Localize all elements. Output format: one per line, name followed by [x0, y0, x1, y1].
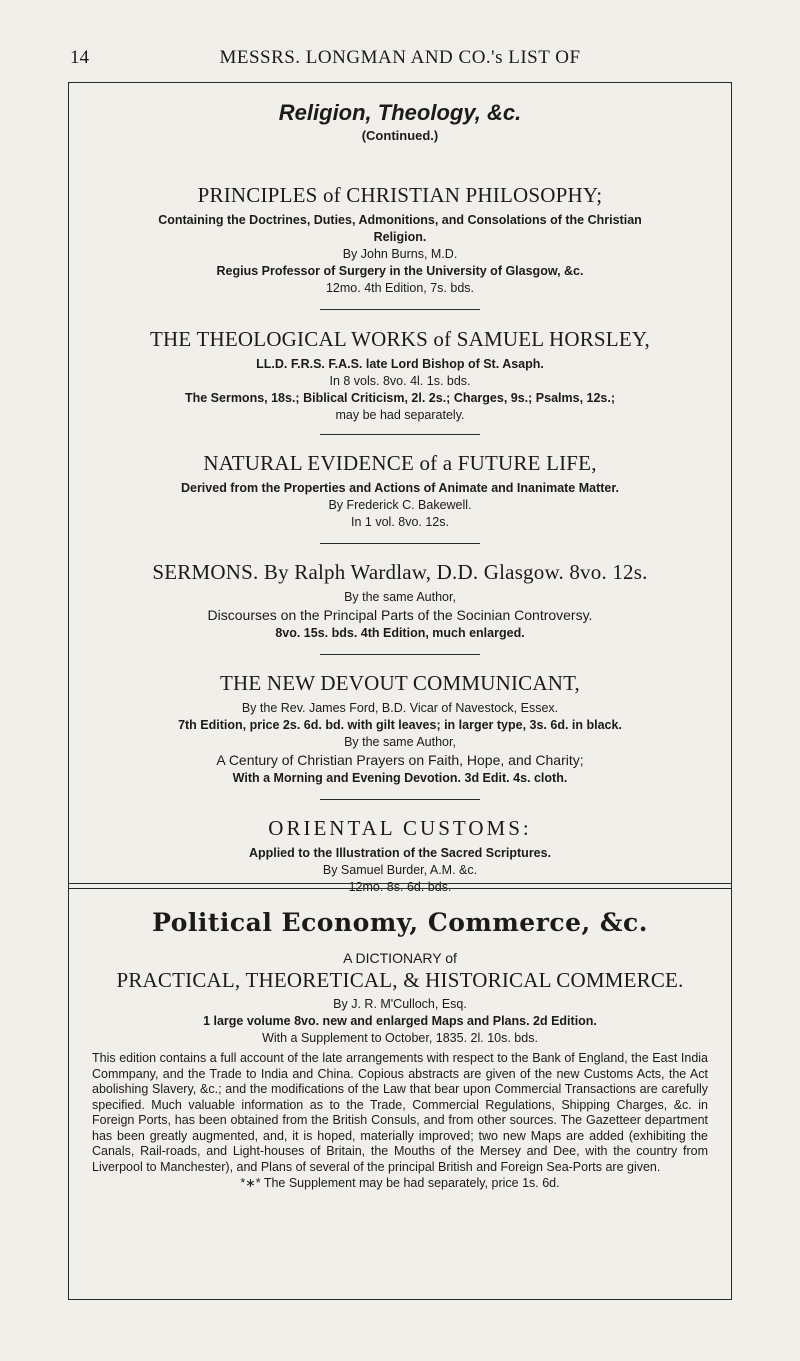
entry-title: PRINCIPLES of CHRISTIAN PHILOSOPHY;	[197, 183, 603, 207]
entry-line: Derived from the Properties and Actions of Animate and Inanimate Matter.	[180, 481, 620, 495]
section-political-economy	[70, 908, 730, 1192]
section-subtitle: (Continued.)	[361, 128, 439, 143]
entry-line: By the Rev. James Ford, B.D. Vicar of Navestock, Essex.	[241, 701, 559, 715]
page-number: 14	[70, 47, 89, 68]
supplement-note: *∗* The Supplement may be had separately, price 1s. 6d.	[240, 1176, 560, 1190]
entry-line: Regius Professor of Surgery in the University of Glasgow, &c.	[216, 264, 584, 278]
page-header	[0, 47, 800, 75]
entry-line: With a Supplement to October, 1835. 2l. 10s. bds.	[262, 1031, 538, 1045]
entry-line: Discourses on the Principal Parts of the Socinian Controversy.	[207, 607, 593, 623]
double-rule-bottom	[68, 888, 732, 889]
entry-line: 1 large volume 8vo. new and enlarged Maps and Plans. 2d Edition.	[203, 1014, 597, 1028]
entry-line: 8vo. 15s. bds. 4th Edition, much enlarged.	[275, 626, 525, 640]
entry-line: In 1 vol. 8vo. 12s.	[351, 515, 449, 529]
entry-line: Religion.	[373, 230, 427, 244]
entry-title: NATURAL EVIDENCE of a FUTURE LIFE,	[203, 451, 597, 475]
entry-title: ORIENTAL CUSTOMS:	[268, 816, 532, 840]
entry-line: 7th Edition, price 2s. 6d. bd. with gilt leaves; in larger type, 3s. 6d. in black.	[178, 718, 622, 732]
frame-bottom-rule	[68, 1299, 732, 1300]
entry-line: 12mo. 8s. 6d. bds.	[348, 880, 452, 894]
entry-line: With a Morning and Evening Devotion. 3d Edit. 4s. cloth.	[232, 771, 568, 785]
entry-line: By the same Author,	[344, 735, 456, 749]
double-rule-top	[68, 883, 732, 884]
section-title: Political Economy, Commerce, &c.	[152, 908, 648, 937]
entry-title: SERMONS. By Ralph Wardlaw, D.D. Glasgow. 8vo. 12s.	[152, 560, 648, 584]
entry-line: In 8 vols. 8vo. 4l. 1s. bds.	[329, 374, 471, 388]
entry-author: By J. R. M'Culloch, Esq.	[333, 997, 467, 1011]
entry-line: By the same Author,	[344, 590, 456, 604]
entry-title: PRACTICAL, THEORETICAL, & HISTORICAL COMMERCE.	[116, 968, 684, 992]
entry-line: 12mo. 4th Edition, 7s. bds.	[325, 281, 474, 295]
entry-author: By John Burns, M.D.	[342, 247, 458, 261]
entry-line: LL.D. F.R.S. F.A.S. late Lord Bishop of St. Asaph.	[256, 357, 544, 371]
entry-author: By Frederick C. Bakewell.	[328, 498, 472, 512]
entry-line: A Century of Christian Prayers on Faith, Hope, and Charity;	[216, 752, 584, 768]
entry-title: THE THEOLOGICAL WORKS of SAMUEL HORSLEY,	[150, 327, 650, 351]
entry-author: By Samuel Burder, A.M. &c.	[322, 863, 478, 877]
section-religion	[70, 100, 730, 896]
entry-line: The Sermons, 18s.; Biblical Criticism, 2l. 2s.; Charges, 9s.; Psalms, 12s.;	[184, 391, 616, 405]
running-head: MESSRS. LONGMAN AND CO.'s LIST OF	[219, 47, 581, 68]
entry-line: Containing the Doctrines, Duties, Admonitions, and Consolations of the Christian	[158, 213, 642, 227]
entry-line: Applied to the Illustration of the Sacred Scriptures.	[248, 846, 552, 860]
entry-title: THE NEW DEVOUT COMMUNICANT,	[219, 671, 581, 695]
description-paragraph: This edition contains a full account of the late arrangements with respect to the Bank of England, the East India Commpany, and the Trade to India and China. Copious abstracts are given of the new Customs Acts, the Act abolishing Slavery, &c.; and the modifications of the Law that bear upon Commercial Transactions are carefully specified. Much valuable information as to the Trade, Commercial Regulations, Shipping Charges, &c. in Foreign Ports, has been obtained from the British Consuls, and from other sources. The Gazetteer department has been greatly augmented, and, it is hoped, materially improved; two new Maps are added (exhibiting the Canals, Rail-roads, and Light-houses of Britain, the Mouths of the Mersey and Dee, with the country from Liverpool to Manchester), and Plans of several of the principal British and Foreign Sea-Ports are given.	[92, 1051, 708, 1174]
section-title: Religion, Theology, &c.	[278, 100, 522, 125]
entry-pre-title: A DICTIONARY of	[343, 950, 457, 966]
entry-line: may be had separately.	[335, 408, 465, 422]
